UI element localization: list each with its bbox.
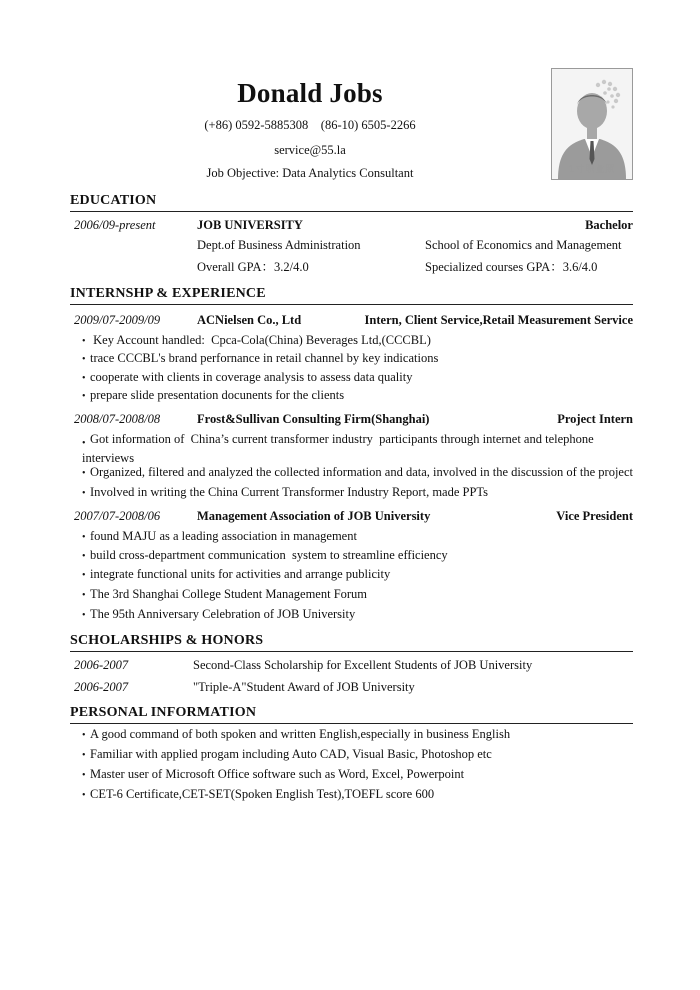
personal-divider bbox=[70, 723, 633, 724]
education-detail-row bbox=[70, 236, 633, 254]
bullet-icon: • bbox=[82, 468, 86, 479]
education-row bbox=[70, 216, 633, 234]
specialized-gpa: Specialized courses GPA：3.6/4.0 bbox=[425, 260, 598, 274]
education-heading: EDUCATION bbox=[70, 193, 157, 208]
bullet-icon: • bbox=[82, 770, 86, 781]
profile-photo bbox=[551, 68, 633, 180]
experience-date: 2009/07-2009/09 bbox=[74, 313, 161, 327]
bullet-icon: • bbox=[82, 750, 86, 761]
experience-entry-header bbox=[70, 410, 633, 428]
list-item: • Master user of Microsoft Office software such as Word, Excel, Powerpoint bbox=[82, 767, 465, 781]
experience-date: 2008/07-2008/08 bbox=[74, 412, 161, 426]
honor-text: "Triple-A"Student Award of JOB University bbox=[193, 680, 415, 694]
honors-heading: SCHOLARSHIPS & HONORS bbox=[70, 633, 264, 648]
list-item: • found MAJU as a leading association in management bbox=[82, 529, 357, 543]
list-item: • A good command of both spoken and written English,especially in business English bbox=[82, 727, 511, 741]
photo-caption: 1寸职业照 bbox=[568, 165, 616, 175]
list-item: • Got information of China’s current transformer industry participants through internet and telephone interviews bbox=[82, 432, 597, 465]
list-item: • integrate functional units for activities and arrange publicity bbox=[82, 567, 391, 581]
list-item: • trace CCCBL's brand perfornance in retail channel by key indications bbox=[82, 351, 439, 365]
education-gpa-row bbox=[70, 258, 633, 276]
experience-role: Intern, Client Service,Retail Measurement Service bbox=[364, 313, 633, 327]
phone-numbers: (+86) 0592-5885308 (86-10) 6505-2266 bbox=[204, 118, 416, 132]
bullet-icon: • bbox=[82, 391, 86, 402]
education-date: 2006/09-present bbox=[74, 218, 156, 232]
list-item: • prepare slide presentation docunents for the clients bbox=[82, 388, 345, 402]
education-school: JOB UNIVERSITY bbox=[197, 218, 303, 232]
list-item: • The 95th Anniversary Celebration of JOB University bbox=[82, 607, 356, 621]
honor-row bbox=[70, 656, 633, 674]
bullet-icon: • bbox=[82, 730, 86, 741]
honor-text: Second-Class Scholarship for Excellent Students of JOB University bbox=[193, 658, 533, 672]
list-item: • The 3rd Shanghai College Student Management Forum bbox=[82, 587, 368, 601]
bullet-icon: • bbox=[82, 336, 86, 347]
list-item: • cooperate with clients in coverage analysis to assess data quality bbox=[82, 370, 413, 384]
bullet-icon: • bbox=[82, 551, 86, 562]
education-degree: Bachelor bbox=[585, 218, 633, 232]
list-item: • Familiar with applied progam including Auto CAD, Visual Basic, Photoshop etc bbox=[82, 747, 492, 761]
list-item: • Key Account handled: Cpca-Cola(China) Beverages Ltd,(CCCBL) bbox=[82, 333, 431, 347]
education-divider bbox=[70, 211, 633, 212]
honor-row bbox=[70, 678, 633, 696]
honor-date: 2006-2007 bbox=[74, 658, 129, 672]
education-school-of: School of Economics and Management bbox=[425, 238, 622, 252]
overall-gpa: Overall GPA：3.2/4.0 bbox=[197, 260, 309, 274]
bullet-icon: • bbox=[82, 590, 86, 601]
list-item: • Involved in writing the China Current Transformer Industry Report, made PPTs bbox=[82, 485, 489, 499]
honor-date: 2006-2007 bbox=[74, 680, 129, 694]
experience-heading: INTERNSHP & EXPERIENCE bbox=[70, 286, 266, 301]
experience-entry-header bbox=[70, 311, 633, 329]
email-address: service@55.la bbox=[274, 143, 346, 157]
experience-org: ACNielsen Co., Ltd bbox=[197, 313, 302, 327]
bullet-icon: • bbox=[82, 438, 86, 449]
experience-divider bbox=[70, 304, 633, 305]
list-item: • build cross-department communication system to streamline efficiency bbox=[82, 548, 448, 562]
bullet-icon: • bbox=[82, 610, 86, 621]
experience-org: Management Association of JOB University bbox=[197, 509, 431, 523]
job-objective: Job Objective: Data Analytics Consultant bbox=[206, 166, 414, 180]
education-department: Dept.of Business Administration bbox=[197, 238, 361, 252]
list-item: • Organized, filtered and analyzed the collected information and data, involved in the discussion of the project bbox=[82, 465, 633, 479]
experience-role: Vice President bbox=[556, 509, 633, 523]
bullet-icon: • bbox=[82, 373, 86, 384]
experience-org: Frost&Sullivan Consulting Firm(Shanghai) bbox=[197, 412, 430, 426]
bullet-icon: • bbox=[82, 488, 86, 499]
bullet-icon: • bbox=[82, 790, 86, 801]
list-item: • CET-6 Certificate,CET-SET(Spoken English Test),TOEFL score 600 bbox=[82, 787, 435, 801]
bullet-icon: • bbox=[82, 532, 86, 543]
bullet-icon: • bbox=[82, 354, 86, 365]
honors-divider bbox=[70, 651, 633, 652]
candidate-name: Donald Jobs bbox=[237, 78, 383, 108]
experience-role: Project Intern bbox=[557, 412, 633, 426]
personal-heading: PERSONAL INFORMATION bbox=[70, 705, 257, 720]
experience-date: 2007/07-2008/06 bbox=[74, 509, 161, 523]
experience-entry-header bbox=[70, 507, 633, 525]
bullet-icon: • bbox=[82, 570, 86, 581]
